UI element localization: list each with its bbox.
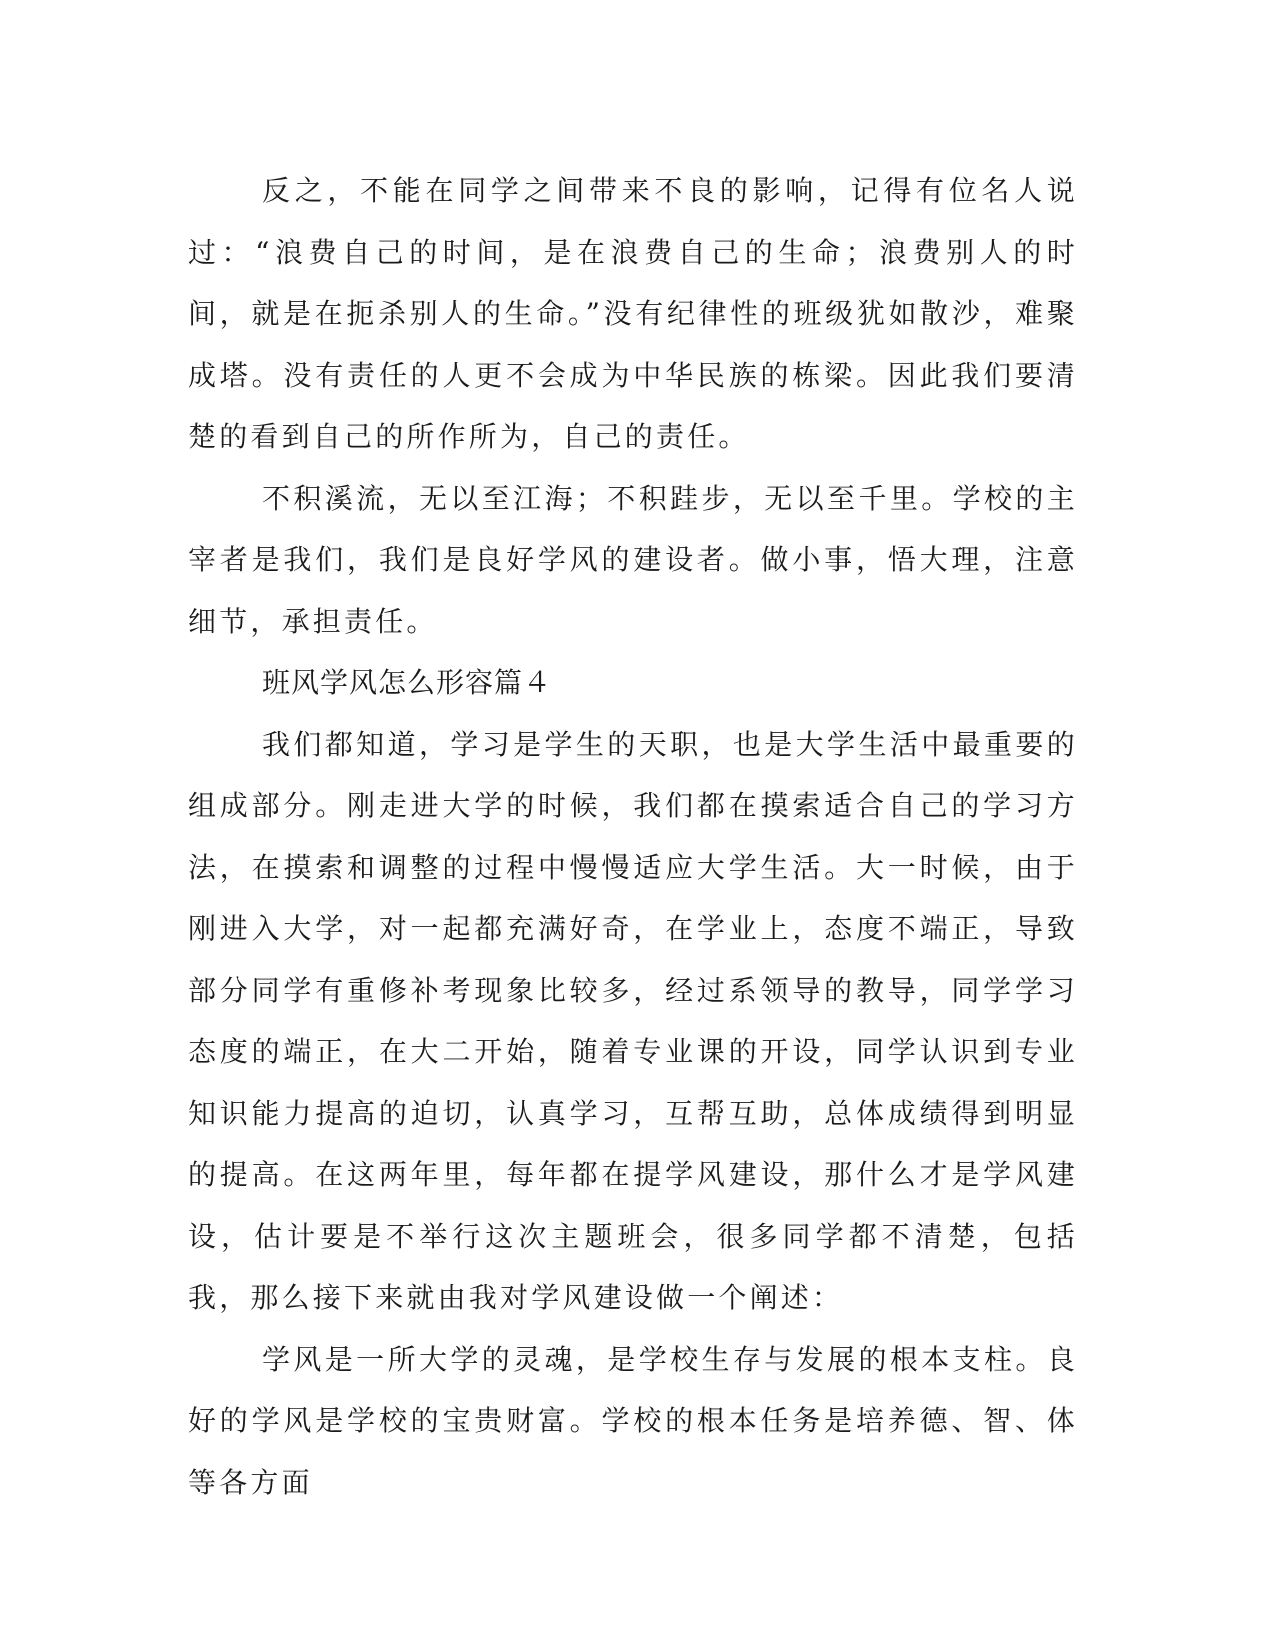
section-heading: 班风学风怎么形容篇４ bbox=[262, 666, 553, 699]
paragraph-1: 反之，不能在同学之间带来不良的影响，记得有位名人说过：“浪费自己的时间，是在浪费自己的生命；浪费别人的时间，就是在扼杀别人的生命。”没有纪律性的班级犹如散沙，难聚成塔。没有责任的人更不会成为中华民族的栋梁。因此我们要清楚的看到自己的所作所为，自己的责任。 bbox=[188, 174, 1078, 453]
document-body bbox=[188, 160, 1078, 1513]
paragraph-2: 不积溪流，无以至江海；不积跬步，无以至千里。学校的主宰者是我们，我们是良好学风的建设者。做小事，悟大理，注意细节，承担责任。 bbox=[188, 481, 1078, 638]
paragraph-3: 我们都知道，学习是学生的天职，也是大学生活中最重要的组成部分。刚走进大学的时候，我们都在摸索适合自己的学习方法，在摸索和调整的过程中慢慢适应大学生活。大一时候，由于刚进入大学，对一起都充满好奇，在学业上，态度不端正，导致部分同学有重修补考现象比较多，经过系领导的教导，同学学习态度的端正，在大二开始，随着专业课的开设，同学认识到专业知识能力提高的迫切，认真学习，互帮互助，总体成绩得到明显的提高。在这两年里，每年都在提学风建设，那什么才是学风建设，估计要是不举行这次主题班会，很多同学都不清楚，包括我，那么接下来就由我对学风建设做一个阐述： bbox=[188, 727, 1078, 1314]
paragraph-4: 学风是一所大学的灵魂，是学校生存与发展的根本支柱。良好的学风是学校的宝贵财富。学校的根本任务是培养德、智、体等各方面 bbox=[188, 1342, 1078, 1499]
